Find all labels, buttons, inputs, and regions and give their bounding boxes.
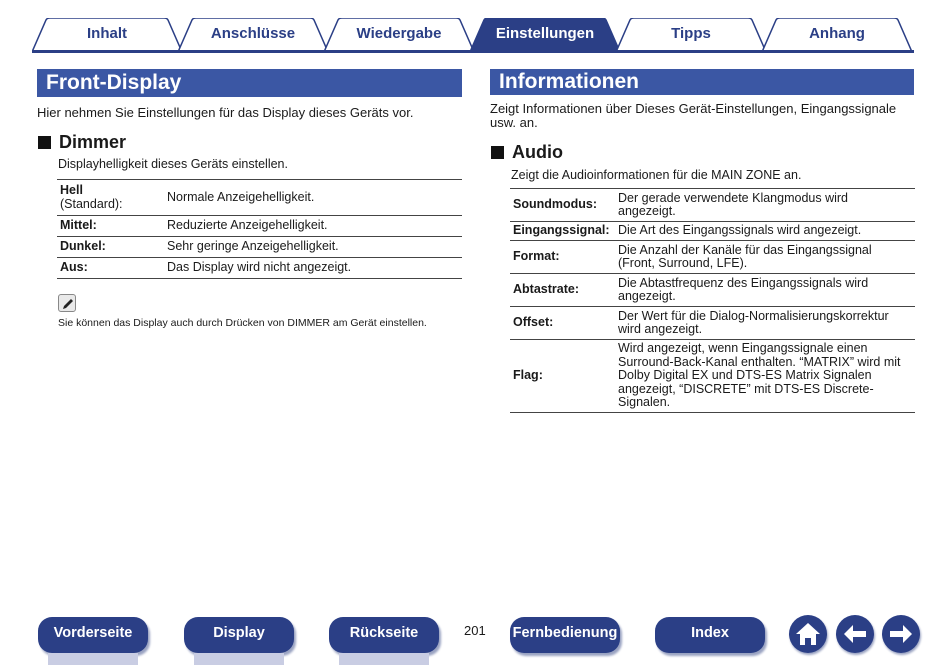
square-bullet-icon [38, 136, 51, 149]
subsection-title-dimmer [38, 132, 126, 153]
table-row [57, 237, 462, 258]
table-row [510, 222, 915, 241]
subsection-title-text: Dimmer [59, 132, 127, 152]
table-row [57, 216, 462, 237]
table-row [57, 258, 462, 279]
arrow-left-icon [836, 615, 874, 653]
square-bullet-icon [491, 146, 504, 159]
forward-button[interactable] [882, 615, 920, 653]
nav-index-button[interactable]: Index [655, 617, 765, 653]
table-key: Aus: [60, 260, 88, 275]
tab-tipps[interactable]: Tipps [616, 18, 766, 52]
table-value: Die Anzahl der Kanäle für das Eingangssignal (Front, Surround, LFE). [618, 242, 872, 270]
table-key: Dunkel: [60, 239, 106, 254]
table-row [510, 189, 915, 222]
table-value: Der Wert für die Dialog-Normalisierungskorrektur wird angezeigt. [618, 308, 889, 336]
nav-vorderseite-button[interactable]: Vorderseite [38, 617, 148, 653]
table-key: Mittel: [60, 218, 97, 233]
section-intro-line-2: usw. an. [490, 115, 538, 130]
arrow-right-icon [882, 615, 920, 653]
subsection-intro: Displayhelligkeit dieses Geräts einstellen. [58, 157, 288, 171]
table-key: Abtastrate: [513, 282, 579, 297]
table-value: Wird angezeigt, wenn Eingangssignale einen Surround-Back-Kanal enthalten. “MATRIX” wird mit Dolby Digital EX und DTS-ES Matrix Signalen angezeigt, “DISCRETE” mit DTS-ES Discrete- Signalen. [618, 341, 901, 410]
table-value: Die Abtastfrequenz des Eingangssignals wird angezeigt. [618, 275, 869, 303]
nav-display-button[interactable]: Display [184, 617, 294, 653]
home-button[interactable] [789, 615, 827, 653]
subsection-title-text: Audio [512, 142, 563, 162]
table-value: Die Art des Eingangssignals wird angezeigt. [618, 223, 862, 238]
table-key: Soundmodus: [513, 197, 598, 212]
table-row [510, 340, 915, 413]
table-value: Der gerade verwendete Klangmodus wird angezeigt. [618, 190, 848, 218]
note-text: Sie können das Display auch durch Drücken von DIMMER am Gerät einstellen. [58, 317, 427, 329]
pencil-note-icon [58, 294, 76, 312]
table-key: Hell (Standard): [60, 183, 123, 211]
table-row [57, 180, 462, 216]
audio-table [510, 188, 915, 413]
table-key: Format: [513, 249, 560, 264]
tab-inhalt[interactable]: Inhalt [32, 18, 182, 52]
tab-wiedergabe[interactable]: Wiedergabe [324, 18, 474, 52]
table-value: Normale Anzeigehelligkeit. [167, 189, 315, 204]
section-title-front-display: Front-Display [37, 69, 462, 97]
section-intro: Hier nehmen Sie Einstellungen für das Display dieses Geräts vor. [37, 105, 414, 120]
tab-einstellungen[interactable]: Einstellungen [470, 18, 620, 52]
tab-bar [32, 18, 914, 54]
tab-underline [32, 50, 914, 53]
subsection-title-audio [491, 142, 563, 163]
back-button[interactable] [836, 615, 874, 653]
page-number: 201 [464, 623, 486, 638]
table-value: Reduzierte Anzeigehelligkeit. [167, 218, 328, 233]
tab-anschluesse[interactable]: Anschlüsse [178, 18, 328, 52]
subsection-intro: Zeigt die Audioinformationen für die MAIN ZONE an. [511, 168, 802, 182]
nav-rueckseite-button[interactable]: Rückseite [329, 617, 439, 653]
table-key: Flag: [513, 368, 543, 383]
section-intro-line-1: Zeigt Informationen über Dieses Gerät-Einstellungen, Eingangssignale [490, 101, 897, 116]
nav-fernbedienung-button[interactable]: Fernbedienung [510, 617, 620, 653]
table-row [510, 241, 915, 274]
section-title-informationen: Informationen [490, 69, 914, 95]
tab-anhang[interactable]: Anhang [762, 18, 912, 52]
table-row [510, 274, 915, 307]
table-key: Eingangssignal: [513, 223, 610, 238]
table-row [510, 307, 915, 340]
dimmer-table [57, 179, 462, 279]
home-icon [789, 615, 827, 653]
table-value: Das Display wird nicht angezeigt. [167, 260, 352, 275]
table-key: Offset: [513, 315, 554, 330]
table-value: Sehr geringe Anzeigehelligkeit. [167, 239, 339, 254]
